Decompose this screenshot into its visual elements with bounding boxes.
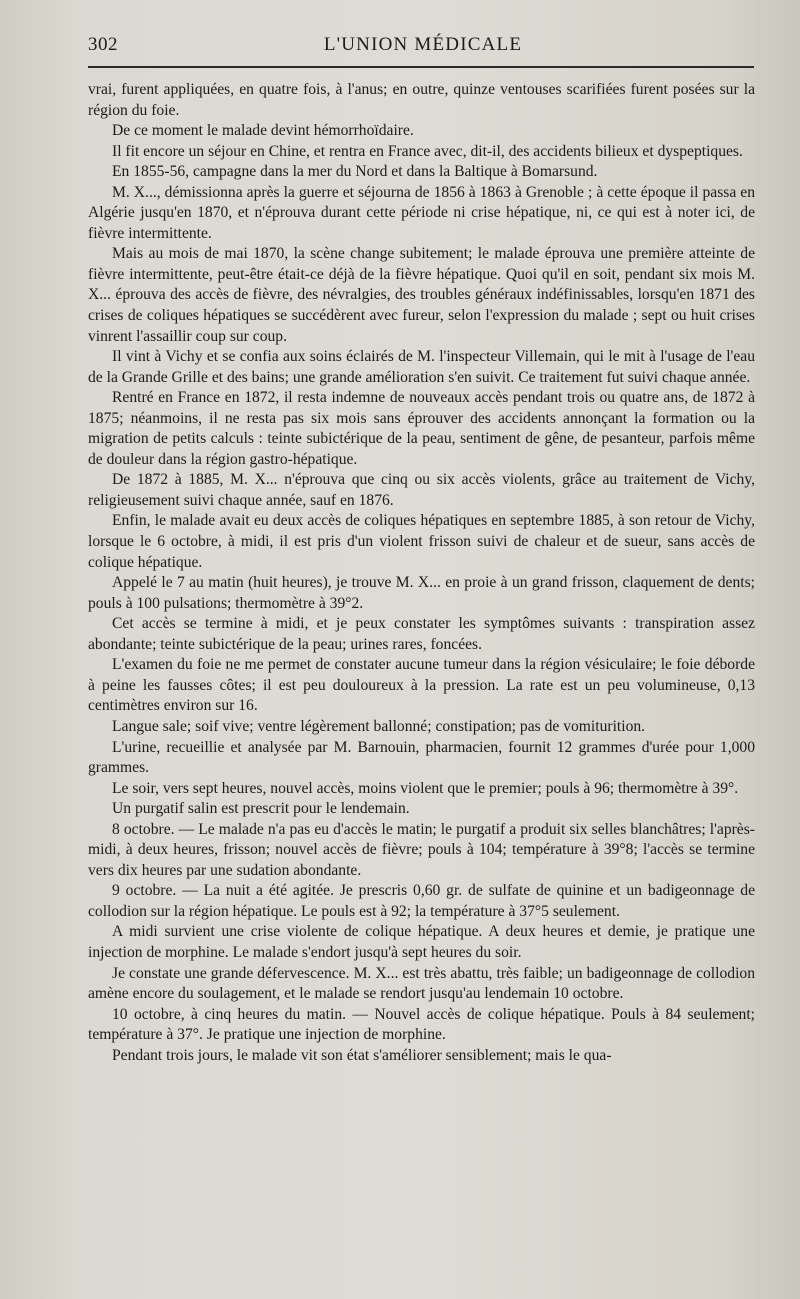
- paragraph: L'examen du foie ne me permet de constater aucune tumeur dans la région vésiculaire; le foie déborde à peine les fausses côtes; il est peu douloureux à la pression. La rate est un peu volumineuse, 0,13 centimètres environ sur 16.: [88, 656, 755, 715]
- paragraph: 9 octobre. — La nuit a été agitée. Je prescris 0,60 gr. de sulfate de quinine et un badigeonnage de collodion sur la région hépatique. Le pouls est à 92; la température à 37°5 seulement.: [88, 882, 755, 920]
- paragraph: Un purgatif salin est prescrit pour le lendemain.: [112, 800, 410, 818]
- running-title: L'UNION MÉDICALE: [323, 34, 523, 55]
- paragraph: Rentré en France en 1872, il resta indemne de nouveaux accès pendant trois ou quatre ans, de 1872 à 1875; néanmoins, il ne resta pas six mois sans éprouver des accidents annonçant la formation ou la migration de petits calculs : teinte subictérique de la peau, sentiment de gêne, de pesanteur, parfois même de douleur dans la région gastro-hépatique.: [88, 389, 755, 468]
- paragraph: A midi survient une crise violente de colique hépatique. A deux heures et demie, je pratique une injection de morphine. Le malade s'endort jusqu'à sept heures du soir.: [88, 923, 755, 961]
- paragraph: 10 octobre, à cinq heures du matin. — Nouvel accès de colique hépatique. Pouls à 84 seulement; température à 37°. Je pratique une injection de morphine.: [88, 1005, 755, 1044]
- paragraph: M. X..., démissionna après la guerre et séjourna de 1856 à 1863 à Grenoble ; à cette époque il passa en Algérie jusqu'en 1870, et n'éprouva durant cette période ni crise hépatique, ni, ce qui est à noter ici, de fièvre intermittente.: [88, 183, 755, 242]
- paragraph: 8 octobre. — Le malade n'a pas eu d'accès le matin; le purgatif a produit six selles blanchâtres; l'après-midi, à deux heures, frisson; nouvel accès de fièvre; pouls à 104; température à 39°8; l'accès se termine vers dix heures par une sudation abondante.: [88, 820, 755, 879]
- paragraph: Langue sale; soif vive; ventre légèrement ballonné; constipation; pas de vomiturition.: [112, 717, 646, 735]
- body-text: [88, 80, 755, 1066]
- paragraph: Mais au mois de mai 1870, la scène change subitement; le malade éprouva une première atteinte de fièvre intermittente, peut-être était-ce déjà de la fièvre hépatique. Quoi qu'il en soit, pendant six mois M. X... éprouva des accès de fièvre, des névralgies, des troubles généraux indéfinissables, lorsqu'en 1871 des crises de coliques hépatiques se succédèrent avec fureur, selon l'expression du malade ; sept ou huit crises vinrent l'assaillir coup sur coup.: [88, 245, 755, 345]
- paragraph: Pendant trois jours, le malade vit son état s'améliorer sensiblement; mais le qua-: [112, 1046, 612, 1064]
- paragraph: Je constate une grande défervescence. M. X... est très abattu, très faible; un badigeonnage de collodion amène encore du soulagement, et le malade se rendort jusqu'au lendemain 10 octobre.: [88, 964, 755, 1003]
- paragraph: Enfin, le malade avait eu deux accès de coliques hépatiques en septembre 1885, à son retour de Vichy, lorsque le 6 octobre, à midi, il est pris d'un violent frisson suivi de chaleur et de sueur, sans accès de colique hépatique.: [88, 512, 755, 571]
- paragraph: Il fit encore un séjour en Chine, et rentra en France avec, dit-il, des accidents bilieux et dyspeptiques.: [112, 142, 743, 160]
- header-rule: [88, 66, 754, 68]
- page-header: [88, 34, 758, 64]
- paragraph: L'urine, recueillie et analysée par M. Barnouin, pharmacien, fournit 12 grammes d'urée pour 1,000 grammes.: [88, 738, 755, 777]
- paragraph: Cet accès se termine à midi, et je peux constater les symptômes suivants : transpiration assez abondante; teinte subictérique de la peau; urines rares, foncées.: [88, 615, 755, 653]
- paragraph: De ce moment le malade devint hémorrhoïdaire.: [112, 122, 414, 140]
- paragraph: Il vint à Vichy et se confia aux soins éclairés de M. l'inspecteur Villemain, qui le mit à l'usage de l'eau de la Grande Grille et des bains; une grande amélioration s'en suivit. Ce traitement fut suivi chaque année.: [88, 348, 755, 386]
- paragraph: De 1872 à 1885, M. X... n'éprouva que cinq ou six accès violents, grâce au traitement de Vichy, religieusement suivi chaque année, sauf en 1876.: [88, 471, 755, 509]
- paragraph: Appelé le 7 au matin (huit heures), je trouve M. X... en proie à un grand frisson, claquement de dents; pouls à 100 pulsations; thermomètre à 39°2.: [88, 574, 755, 612]
- paragraph: En 1855-56, campagne dans la mer du Nord et dans la Baltique à Bomarsund.: [112, 163, 598, 181]
- page-number: 302: [88, 34, 118, 55]
- paragraph: Le soir, vers sept heures, nouvel accès, moins violent que le premier; pouls à 96; thermomètre à 39°.: [112, 779, 739, 797]
- paragraph-continuation: vrai, furent appliquées, en quatre fois, à l'anus; en outre, quinze ventouses scarifiées furent posées sur la région du foie.: [88, 81, 755, 119]
